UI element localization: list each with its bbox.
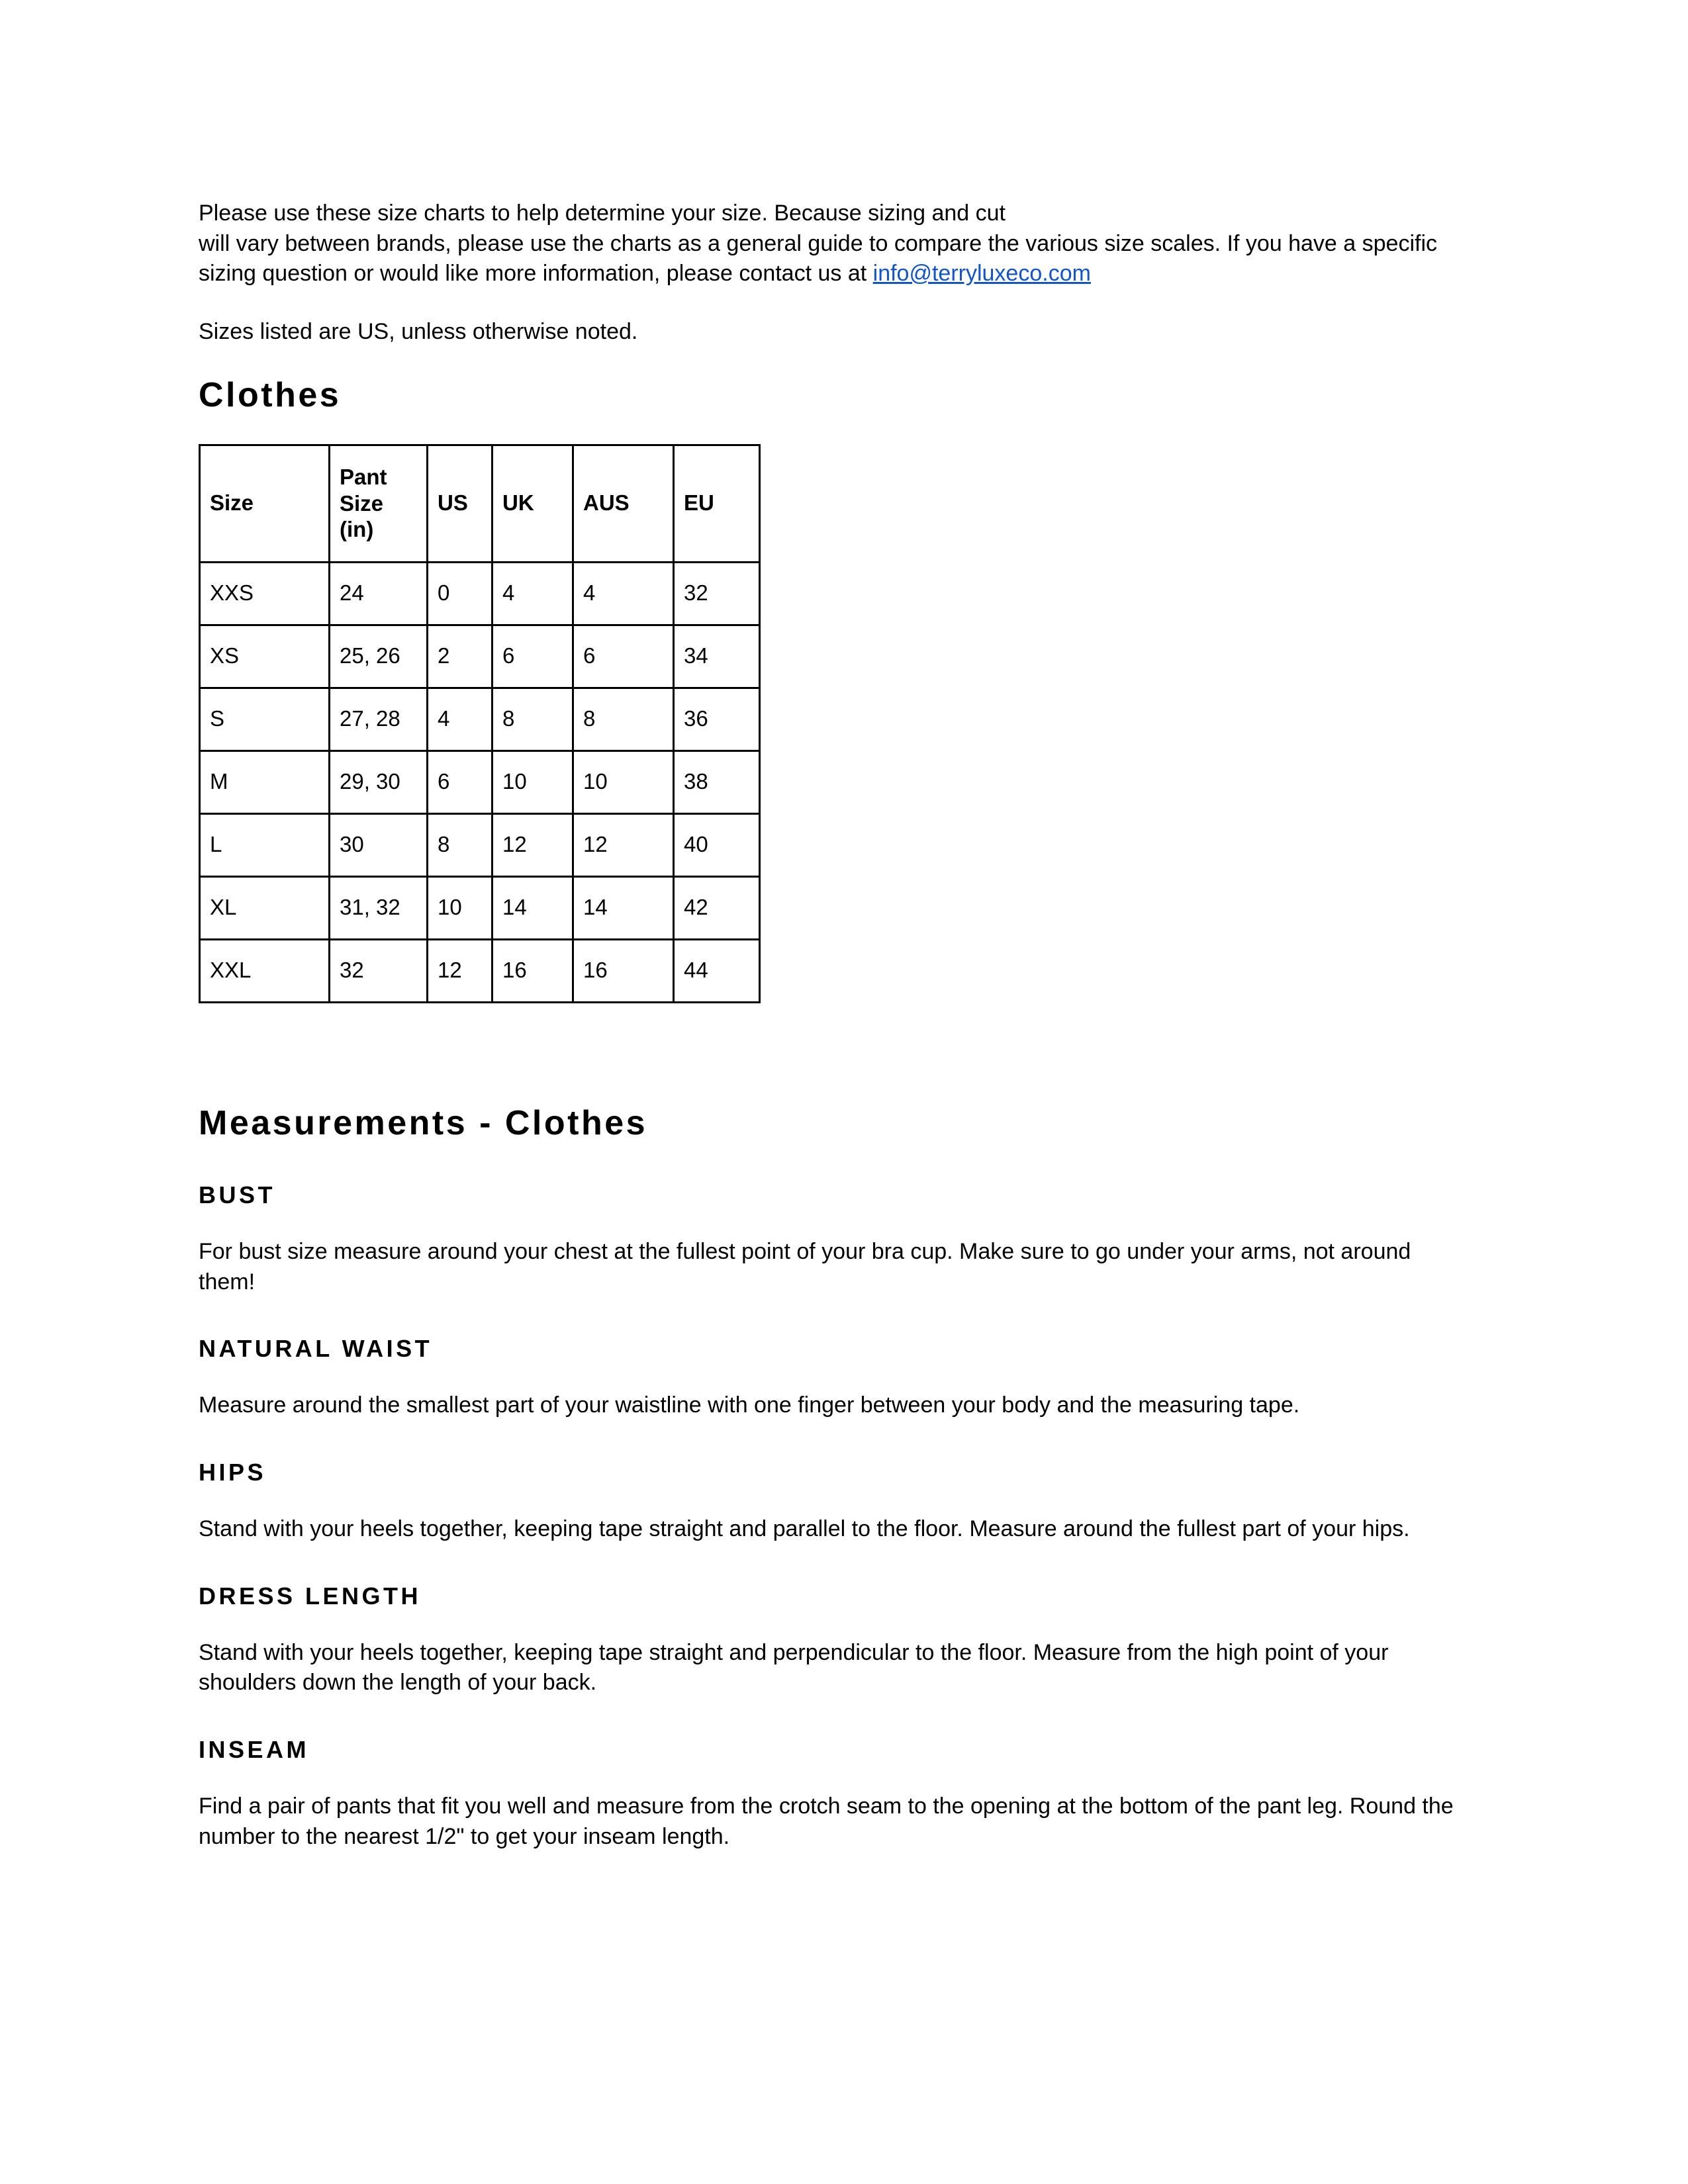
spacer <box>199 1698 1470 1735</box>
subsection-body-bust: For bust size measure around your chest at the fullest point of your bra cup. Make sure to go under your arms, not around them! <box>199 1239 1411 1295</box>
column-header-aus: AUS <box>573 445 674 562</box>
cell-size: M <box>200 751 330 813</box>
cell-eu: 34 <box>674 625 760 688</box>
cell-uk: 14 <box>492 876 573 939</box>
spacer <box>199 1363 1470 1390</box>
table-body <box>200 562 760 1002</box>
cell-uk: 16 <box>492 939 573 1002</box>
cell-us: 4 <box>428 688 492 751</box>
cell-size: XL <box>200 876 330 939</box>
cell-eu: 32 <box>674 562 760 625</box>
cell-size: L <box>200 813 330 876</box>
clothes-section-title: Clothes <box>199 376 342 415</box>
sizes-note: Sizes listed are US, unless otherwise noted. <box>199 318 638 344</box>
column-header-size: Size <box>200 445 330 562</box>
cell-aus: 16 <box>573 939 674 1002</box>
subsection-heading-dress-length: DRESS LENGTH <box>199 1582 422 1610</box>
measurements-section-title: Measurements - Clothes <box>199 1103 648 1142</box>
cell-uk: 10 <box>492 751 573 813</box>
spacer <box>199 1003 1470 1103</box>
spacer <box>199 347 1470 375</box>
cell-aus: 14 <box>573 876 674 939</box>
cell-pant: 31, 32 <box>330 876 428 939</box>
cell-eu: 44 <box>674 939 760 1002</box>
cell-eu: 36 <box>674 688 760 751</box>
cell-size: S <box>200 688 330 751</box>
cell-aus: 12 <box>573 813 674 876</box>
spacer <box>199 1297 1470 1334</box>
pant-header-line-2: Size <box>340 490 384 516</box>
contact-email-link[interactable]: info@terryluxeco.com <box>872 261 1091 287</box>
pant-header-line-3: (in) <box>340 517 374 542</box>
spacer <box>199 289 1470 317</box>
table-row <box>200 939 760 1002</box>
clothes-size-table <box>199 444 761 1003</box>
cell-pant: 24 <box>330 562 428 625</box>
column-header-uk: UK <box>492 445 573 562</box>
spacer <box>199 1421 1470 1458</box>
subsection-heading-hips: HIPS <box>199 1458 267 1486</box>
cell-size: XXL <box>200 939 330 1002</box>
intro-line-2: will vary between brands, please use the charts as a general guide to compare the various size scales. If you have a specific sizing question or would like more information, please contact us at <box>199 230 1438 287</box>
cell-us: 10 <box>428 876 492 939</box>
cell-us: 0 <box>428 562 492 625</box>
cell-us: 6 <box>428 751 492 813</box>
intro-paragraph <box>199 199 1470 289</box>
cell-us: 12 <box>428 939 492 1002</box>
spacer <box>199 1545 1470 1582</box>
cell-uk: 4 <box>492 562 573 625</box>
document-content <box>199 199 1470 1852</box>
subsection-heading-bust: BUST <box>199 1181 275 1208</box>
pant-header-line-1: Pant <box>340 465 387 490</box>
subsection-heading-inseam: INSEAM <box>199 1736 310 1763</box>
column-header-eu: EU <box>674 445 760 562</box>
table-row <box>200 562 760 625</box>
cell-aus: 8 <box>573 688 674 751</box>
spacer <box>199 1209 1470 1237</box>
cell-eu: 38 <box>674 751 760 813</box>
cell-pant: 29, 30 <box>330 751 428 813</box>
cell-pant: 25, 26 <box>330 625 428 688</box>
cell-aus: 10 <box>573 751 674 813</box>
cell-size: XXS <box>200 562 330 625</box>
spacer <box>199 416 1470 444</box>
cell-pant: 32 <box>330 939 428 1002</box>
spacer <box>199 1610 1470 1638</box>
cell-uk: 12 <box>492 813 573 876</box>
cell-eu: 42 <box>674 876 760 939</box>
spacer <box>199 1764 1470 1792</box>
subsection-body-dress-length: Stand with your heels together, keeping tape straight and perpendicular to the floor. Measure from the high point of your shoulders down the length of your back. <box>199 1639 1389 1696</box>
column-header-us: US <box>428 445 492 562</box>
table-row <box>200 751 760 813</box>
table-row <box>200 876 760 939</box>
cell-pant: 27, 28 <box>330 688 428 751</box>
cell-size: XS <box>200 625 330 688</box>
column-header-pant-size <box>330 445 428 562</box>
table-row <box>200 813 760 876</box>
subsection-body-hips: Stand with your heels together, keeping tape straight and parallel to the floor. Measure around the fullest part of your hips. <box>199 1516 1410 1542</box>
table-header-row <box>200 445 760 562</box>
spacer <box>199 1486 1470 1514</box>
table-row <box>200 625 760 688</box>
cell-eu: 40 <box>674 813 760 876</box>
subsection-body-inseam: Find a pair of pants that fit you well and measure from the crotch seam to the opening at the bottom of the pant leg. Round the number to the nearest 1/2" to get your inseam length. <box>199 1794 1454 1849</box>
subsection-heading-natural-waist: NATURAL WAIST <box>199 1335 433 1363</box>
spacer <box>199 1144 1470 1181</box>
cell-aus: 6 <box>573 625 674 688</box>
cell-us: 8 <box>428 813 492 876</box>
cell-uk: 6 <box>492 625 573 688</box>
intro-line-1: Please use these size charts to help determine your size. Because sizing and cut <box>199 201 1006 226</box>
cell-us: 2 <box>428 625 492 688</box>
cell-pant: 30 <box>330 813 428 876</box>
cell-aus: 4 <box>573 562 674 625</box>
cell-uk: 8 <box>492 688 573 751</box>
subsection-body-natural-waist: Measure around the smallest part of your waistline with one finger between your body and the measuring tape. <box>199 1392 1300 1418</box>
table-row <box>200 688 760 751</box>
